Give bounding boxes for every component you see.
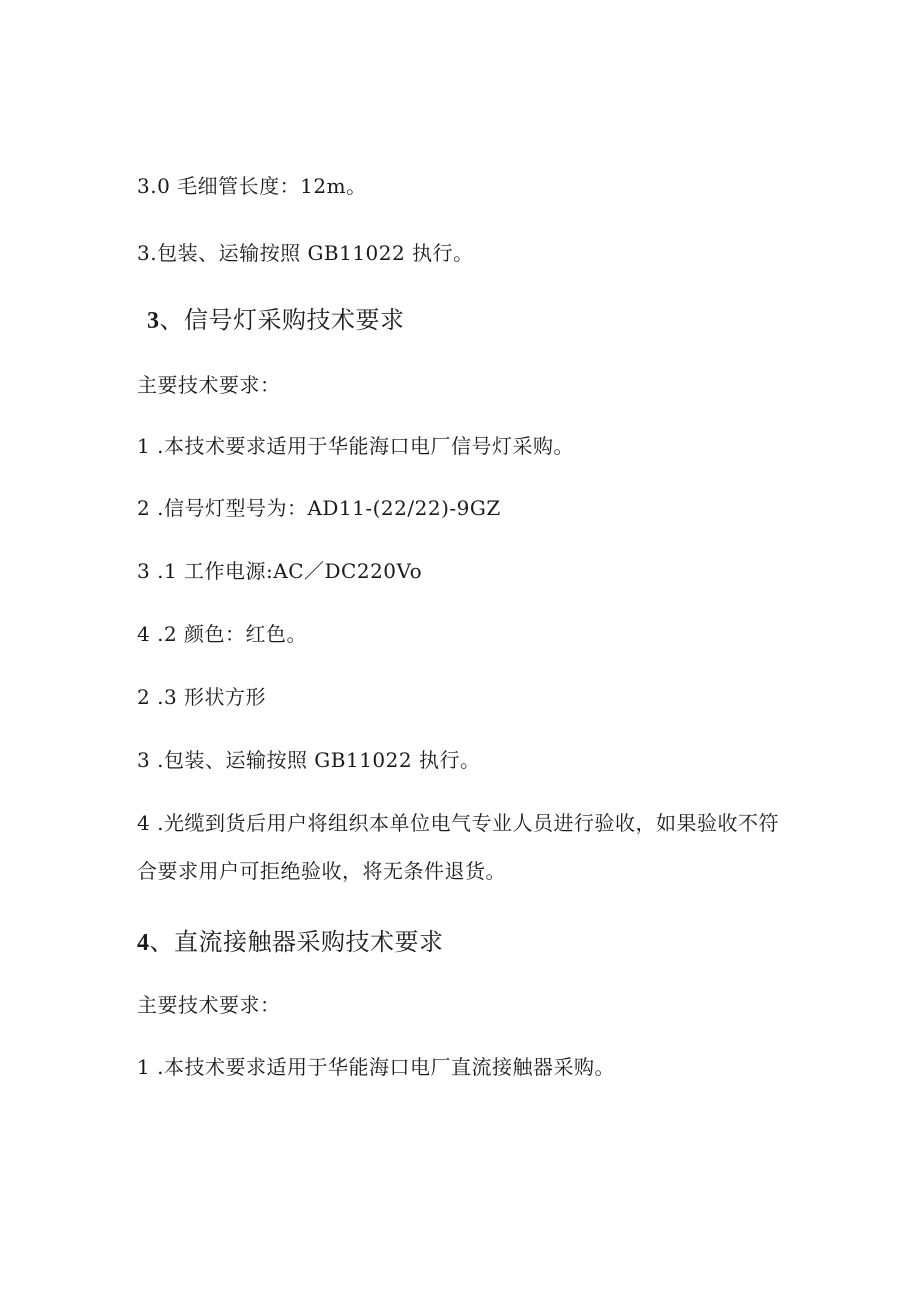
packaging-line: 3.包装、运输按照 GB11022 执行。: [137, 241, 474, 265]
section-title: 、信号灯采购技术要求: [159, 306, 405, 334]
section-number: 4: [137, 930, 150, 956]
scope-line: 1 .本技术要求适用于华能海口电厂信号灯采购。: [137, 434, 574, 458]
main-requirements-label: 主要技术要求：: [137, 373, 281, 397]
power-line: 3 .1 工作电源:AC／DC220Vo: [137, 559, 423, 583]
capillary-length-line: 3.0 毛细管长度：12m。: [137, 174, 367, 198]
scope-line-2: 1 .本技术要求适用于华能海口电厂直流接触器采购。: [137, 1055, 615, 1079]
model-line: 2 .信号灯型号为：AD11-(22/22)-9GZ: [137, 496, 501, 520]
section-heading-dc-contactor: [137, 926, 444, 959]
color-line: 4 .2 颜色：红色。: [137, 622, 308, 646]
section-title: 、直流接触器采购技术要求: [149, 928, 444, 956]
shape-line: 2 .3 形状方形: [137, 685, 267, 709]
main-requirements-label-2: 主要技术要求：: [137, 993, 281, 1017]
acceptance-paragraph: 4 .光缆到货后用户将组织本单位电气专业人员进行验收，如果验收不符合要求用户可拒绝验收，将无条件退货。: [137, 811, 779, 883]
section-number: 3: [147, 308, 160, 334]
packaging-line-2: 3 .包装、运输按照 GB11022 执行。: [137, 748, 481, 772]
section-heading-signal-lamp: [147, 304, 405, 337]
